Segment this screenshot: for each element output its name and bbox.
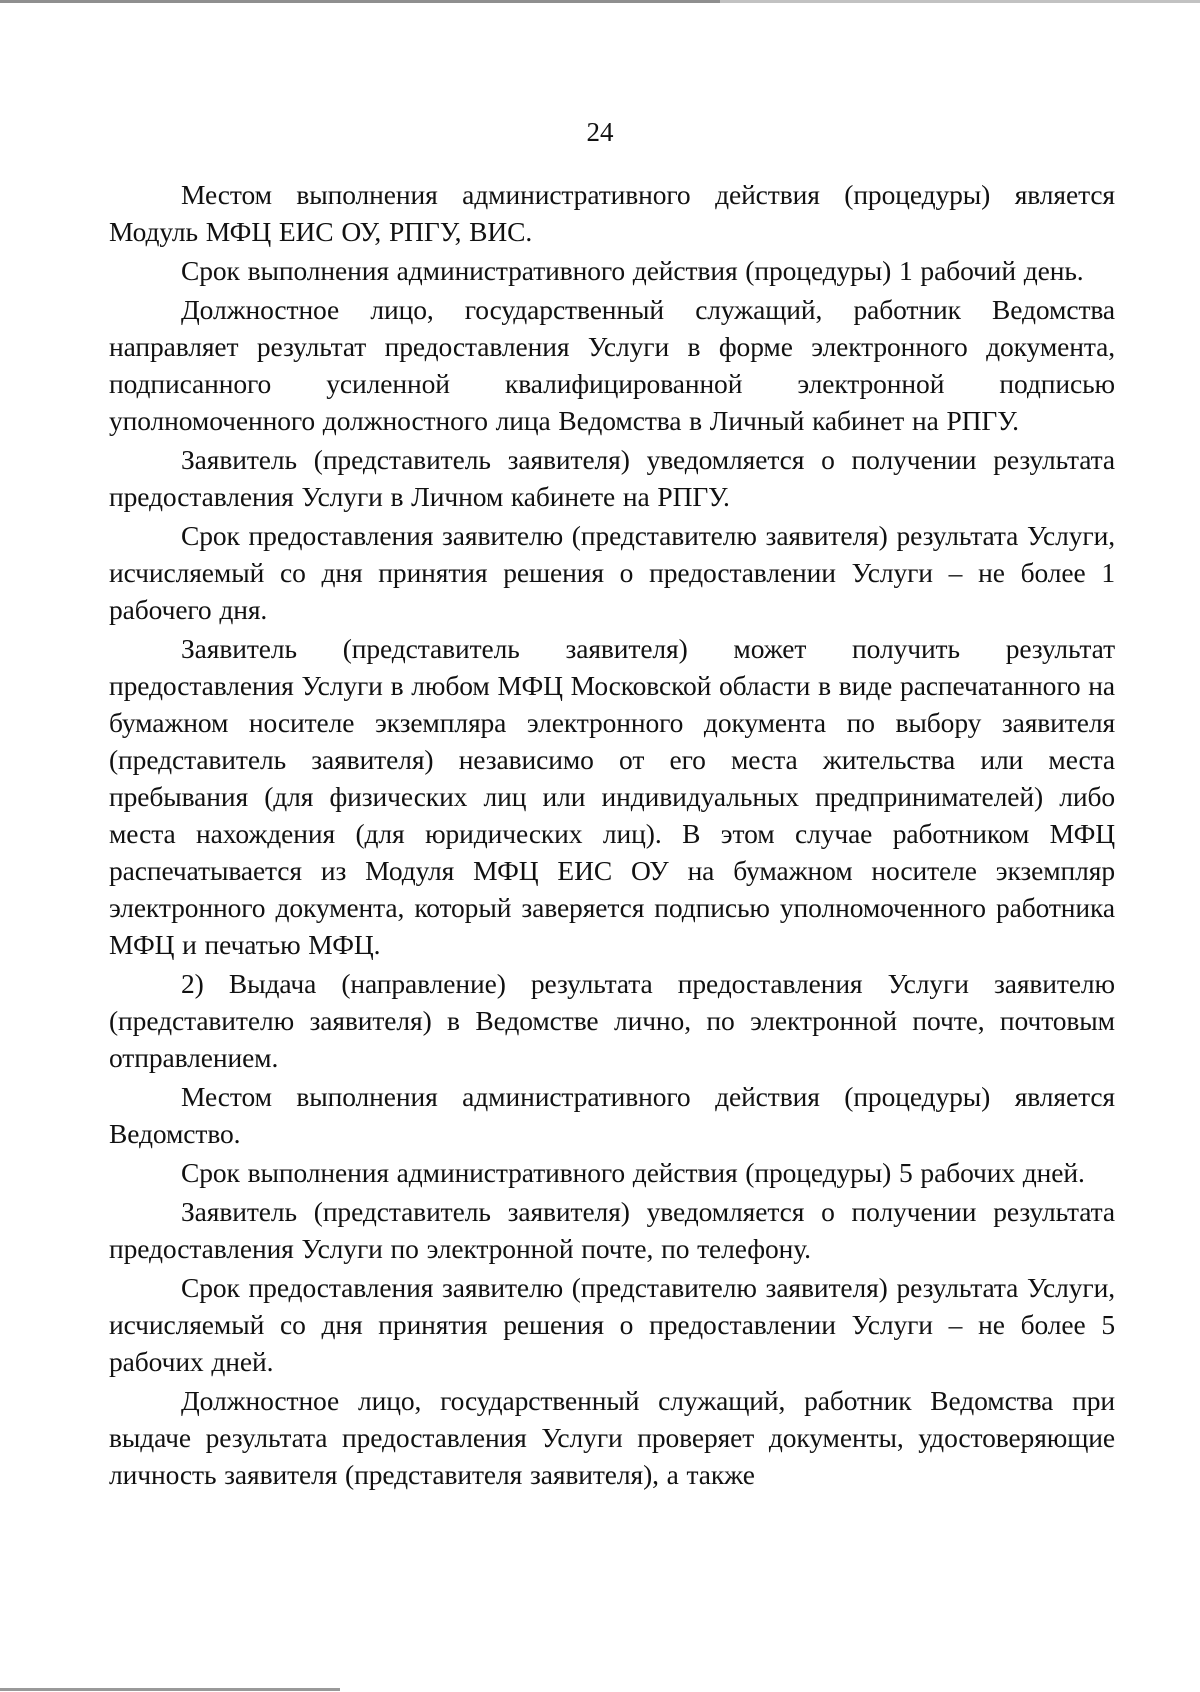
paragraph: Местом выполнения административного действия (процедуры) является Модуль МФЦ ЕИС ОУ, РПГУ, ВИС. (109, 179, 1115, 247)
document-body (109, 176, 1115, 1495)
paragraph: Срок выполнения административного действия (процедуры) 5 рабочих дней. (181, 1157, 1085, 1188)
paragraph: Заявитель (представитель заявителя) может получить результат предоставления Услуги в любом МФЦ Московской области в виде распечатанного на бумажном носителе экземпляра электронного документа по выбору заявителя (представитель заявителя) независимо от его места жительства или места пребывания (для физических лиц или индивидуальных предпринимателей) либо места нахождения (для юридических лиц). В этом случае работником МФЦ распечатывается из Модуля МФЦ ЕИС ОУ на бумажном носителе экземпляр электронного документа, который заверяется подписью уполномоченного работника МФЦ и печатью МФЦ. (109, 633, 1115, 960)
paragraph: Должностное лицо, государственный служащий, работник Ведомства при выдаче результата предоставления Услуги проверяет документы, удостоверяющие личность заявителя (представителя заявителя), а также (109, 1385, 1115, 1490)
paragraph: Срок предоставления заявителю (представителю заявителя) результата Услуги, исчисляемый со дня принятия решения о предоставлении Услуги – не более 1 рабочего дня. (109, 520, 1115, 625)
paragraph: Срок предоставления заявителю (представителю заявителя) результата Услуги, исчисляемый со дня принятия решения о предоставлении Услуги – не более 5 рабочих дней. (109, 1272, 1115, 1377)
paragraph: 2) Выдача (направление) результата предоставления Услуги заявителю (представителю заявителя) в Ведомстве лично, по электронной почте, почтовым отправлением. (109, 968, 1115, 1073)
scan-edge-top (0, 0, 1200, 3)
paragraph: Местом выполнения административного действия (процедуры) является Ведомство. (109, 1081, 1115, 1149)
page-number: 24 (586, 117, 614, 147)
paragraph: Заявитель (представитель заявителя) уведомляется о получении результата предоставления Услуги по электронной почте, по телефону. (109, 1196, 1115, 1264)
paragraph: Срок выполнения административного действия (процедуры) 1 рабочий день. (181, 255, 1084, 286)
paragraph: Заявитель (представитель заявителя) уведомляется о получении результата предоставления Услуги в Личном кабинете на РПГУ. (109, 444, 1115, 512)
scan-edge-bottom (0, 1688, 340, 1691)
paragraph: Должностное лицо, государственный служащий, работник Ведомства направляет результат предоставления Услуги в форме электронного документа, подписанного усиленной квалифицированной электронной подписью уполномоченного должностного лица Ведомства в Личный кабинет на РПГУ. (109, 294, 1115, 436)
